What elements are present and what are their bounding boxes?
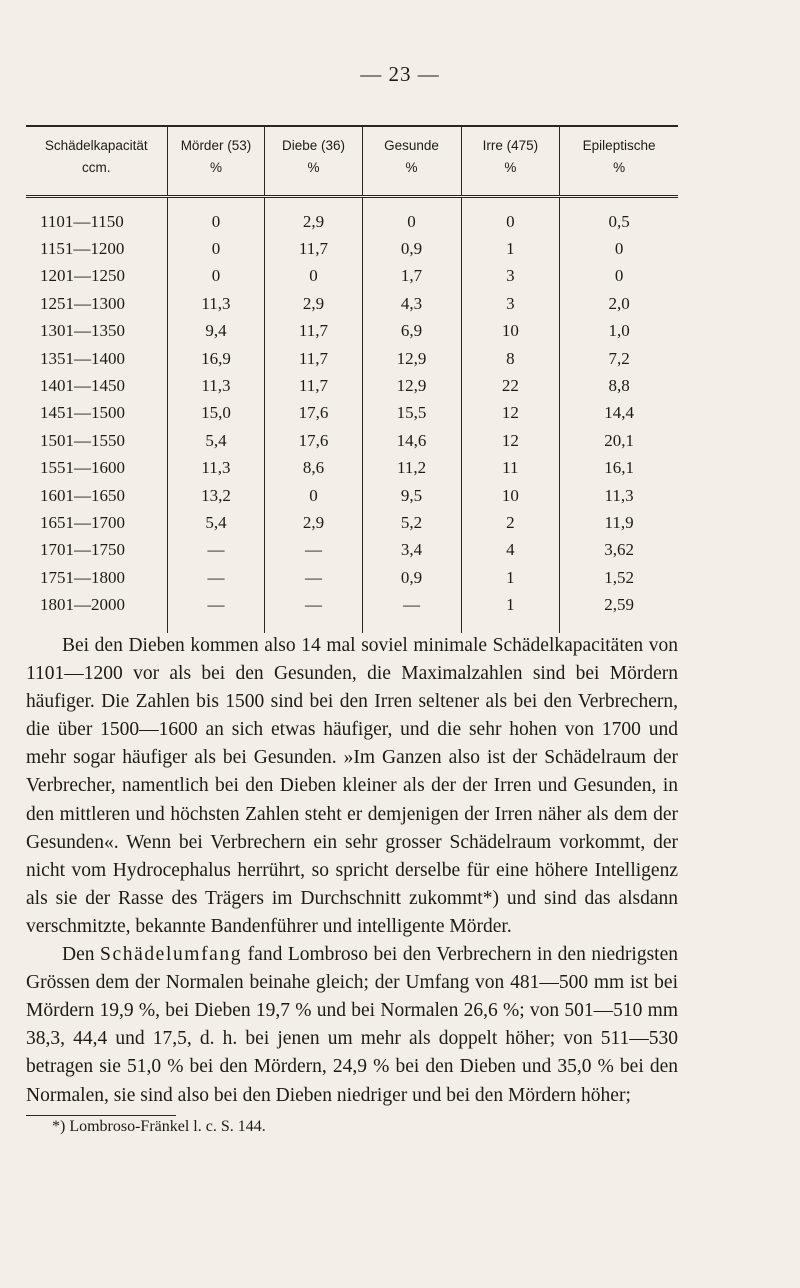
header-label: Diebe (36) (281, 138, 345, 153)
range-cell: 1601—1650 (40, 485, 125, 505)
footnote-rule (26, 1115, 176, 1116)
value-cell: 3 (461, 263, 560, 290)
value-cell: 0 (560, 235, 678, 262)
value-cell: 9,4 (167, 318, 265, 345)
body-text (26, 632, 678, 1110)
table-row (26, 564, 678, 591)
range-cell: 1651—1700 (40, 512, 125, 532)
range-cell: 1401—1450 (40, 376, 125, 396)
value-cell: 0 (167, 263, 265, 290)
value-cell: 12 (461, 400, 560, 427)
value-cell: 22 (461, 372, 560, 399)
value-cell: 11 (461, 455, 560, 482)
value-cell: 11,9 (560, 509, 678, 536)
value-cell: 4 (461, 537, 560, 564)
header-thieves (265, 126, 362, 197)
value-cell: 0,5 (560, 197, 678, 236)
value-cell: 16,1 (560, 455, 678, 482)
value-cell: 12,9 (362, 345, 461, 372)
header-unit: % (504, 160, 517, 175)
table-row (26, 263, 678, 290)
value-cell: 1 (461, 591, 560, 632)
header-murderers (167, 126, 265, 197)
value-cell: 2,0 (560, 290, 678, 317)
header-label: Gesunde (384, 138, 439, 153)
value-cell: 10 (461, 482, 560, 509)
header-healthy (362, 126, 461, 197)
range-cell: 1451—1500 (40, 403, 125, 423)
value-cell: 11,3 (167, 455, 265, 482)
value-cell: 0 (265, 482, 362, 509)
value-cell: 11,3 (167, 372, 265, 399)
range-cell: 1101—1150 (40, 211, 124, 231)
table-row (26, 345, 678, 372)
header-label: Irre (475) (482, 138, 539, 153)
value-cell: 11,3 (560, 482, 678, 509)
value-cell: 0 (167, 235, 265, 262)
value-cell: 15,5 (362, 400, 461, 427)
value-cell: — (265, 537, 362, 564)
value-cell: 7,2 (560, 345, 678, 372)
value-cell: 12 (461, 427, 560, 454)
range-cell: 1701—1750 (40, 540, 125, 560)
header-unit: % (307, 160, 320, 175)
value-cell: — (362, 591, 461, 632)
range-cell: 1501—1550 (40, 430, 125, 450)
value-cell: 2,9 (265, 197, 362, 236)
value-cell: 13,2 (167, 482, 265, 509)
footnote: *) Lombroso-Fränkel l. c. S. 144. (52, 1118, 266, 1135)
value-cell: 5,2 (362, 509, 461, 536)
table-row (26, 235, 678, 262)
paragraph-1: Bei den Dieben kommen also 14 mal soviel minimale Schädelkapacitäten von 1101—1200 vor als bei den Gesunden, die Maximalzahlen sind bei Mördern häufiger. Die Zahlen bis 1500 sind bei den Irren seltener als bei den Verbrechern, die über 1500—1600 an sich etwas häufiger, und die sehr hohen von 1700 und mehr sogar häufiger als bei Gesunden. »Im Ganzen also ist der Schädelraum der Verbrecher, namentlich bei den Dieben kleiner als der der Irren und Gesunden, in den mittleren und höchsten Zahlen steht er demjenigen der Irren näher als dem der Gesunden«. Wenn bei Verbrechern ein sehr grosser Schädelraum vorkommt, der nicht vom Hydrocephalus herrührt, so spricht derselbe für eine höhere Intelligenz als sie der Rasse des Trägers im Durchschnitt zukommt*) und sind das alsdann verschmitzte, bekannte Bandenführer und intelligente Mörder. (26, 635, 678, 937)
value-cell: 2,59 (560, 591, 678, 632)
header-insane (461, 126, 560, 197)
value-cell: — (167, 537, 265, 564)
header-label: Epileptische (582, 138, 656, 153)
value-cell: 1 (461, 564, 560, 591)
skull-capacity-table (26, 125, 678, 633)
table-row (26, 318, 678, 345)
value-cell: 6,9 (362, 318, 461, 345)
table-row (26, 427, 678, 454)
value-cell: 1,7 (362, 263, 461, 290)
value-cell: 1,0 (560, 318, 678, 345)
paragraph-2 (26, 941, 678, 1110)
table-row (26, 482, 678, 509)
value-cell: 11,7 (265, 345, 362, 372)
value-cell: 5,4 (167, 509, 265, 536)
value-cell: 0 (560, 263, 678, 290)
range-cell: 1301—1350 (40, 321, 125, 341)
range-cell: 1801—2000 (40, 595, 125, 615)
value-cell: 0 (461, 197, 560, 236)
value-cell: — (167, 591, 265, 632)
value-cell: 2 (461, 509, 560, 536)
value-cell: 3,4 (362, 537, 461, 564)
value-cell: 1 (461, 235, 560, 262)
table-row (26, 455, 678, 482)
value-cell: 20,1 (560, 427, 678, 454)
table-header (26, 126, 678, 197)
range-cell: 1351—1400 (40, 348, 125, 368)
header-unit: % (405, 160, 418, 175)
value-cell: 11,3 (167, 290, 265, 317)
value-cell: 11,7 (265, 372, 362, 399)
value-cell: 14,4 (560, 400, 678, 427)
paragraph-2-rest: fand Lombroso bei den Verbrechern in den niedrigsten Grössen dem der Normalen beinahe gleich; der Umfang von 481—500 mm ist bei Mördern 19,9 %, bei Dieben 19,7 % und bei Normalen 26,6 %; von 501—510 mm 38,3, 44,4 und 17,5, d. h. bei jenen um mehr als doppelt höher; von 511—530 betragen sie 51,0 % bei den Mördern, 24,9 % bei den Dieben und 35,0 % bei den Normalen, sie sind also bei den Dieben niedriger und bei den Mördern höher; (26, 944, 679, 1106)
value-cell: 16,9 (167, 345, 265, 372)
value-cell: 0,9 (362, 564, 461, 591)
value-cell: 10 (461, 318, 560, 345)
value-cell: — (265, 564, 362, 591)
page-number: — 23 — (360, 62, 440, 86)
paragraph-2-start: Den (62, 944, 95, 966)
value-cell: 0 (167, 197, 265, 236)
value-cell: 17,6 (265, 427, 362, 454)
value-cell: 11,2 (362, 455, 461, 482)
header-label: Mörder (53) (180, 138, 252, 153)
table-body (26, 197, 678, 633)
value-cell: 3,62 (560, 537, 678, 564)
value-cell: 4,3 (362, 290, 461, 317)
value-cell: 2,9 (265, 509, 362, 536)
header-unit: ccm. (82, 160, 111, 175)
range-cell: 1151—1200 (40, 239, 125, 259)
range-cell: 1751—1800 (40, 567, 125, 587)
value-cell: 8,8 (560, 372, 678, 399)
value-cell: — (265, 591, 362, 632)
range-cell: 1251—1300 (40, 293, 125, 313)
value-cell: 0,9 (362, 235, 461, 262)
value-cell: 11,7 (265, 318, 362, 345)
value-cell: 1,52 (560, 564, 678, 591)
table-row (26, 537, 678, 564)
table-row (26, 372, 678, 399)
value-cell: 11,7 (265, 235, 362, 262)
spaced-term: Schädelumfang (100, 944, 243, 966)
header-unit: % (209, 160, 222, 175)
value-cell: 9,5 (362, 482, 461, 509)
table-row (26, 290, 678, 317)
value-cell: 0 (265, 263, 362, 290)
value-cell: 0 (362, 197, 461, 236)
value-cell: 14,6 (362, 427, 461, 454)
value-cell: 3 (461, 290, 560, 317)
header-skull-capacity (26, 126, 167, 197)
header-row (26, 126, 678, 197)
table-row (26, 591, 678, 632)
range-cell: 1201—1250 (40, 266, 125, 286)
value-cell: 8,6 (265, 455, 362, 482)
value-cell: 5,4 (167, 427, 265, 454)
value-cell: 12,9 (362, 372, 461, 399)
value-cell: 8 (461, 345, 560, 372)
header-unit: % (613, 160, 626, 175)
value-cell: — (167, 564, 265, 591)
table-row (26, 509, 678, 536)
header-label: Schädelkapacität (44, 138, 148, 153)
table-row (26, 197, 678, 236)
table-row (26, 400, 678, 427)
value-cell: 2,9 (265, 290, 362, 317)
range-cell: 1551—1600 (40, 458, 125, 478)
header-epileptics (560, 126, 678, 197)
value-cell: 15,0 (167, 400, 265, 427)
value-cell: 17,6 (265, 400, 362, 427)
